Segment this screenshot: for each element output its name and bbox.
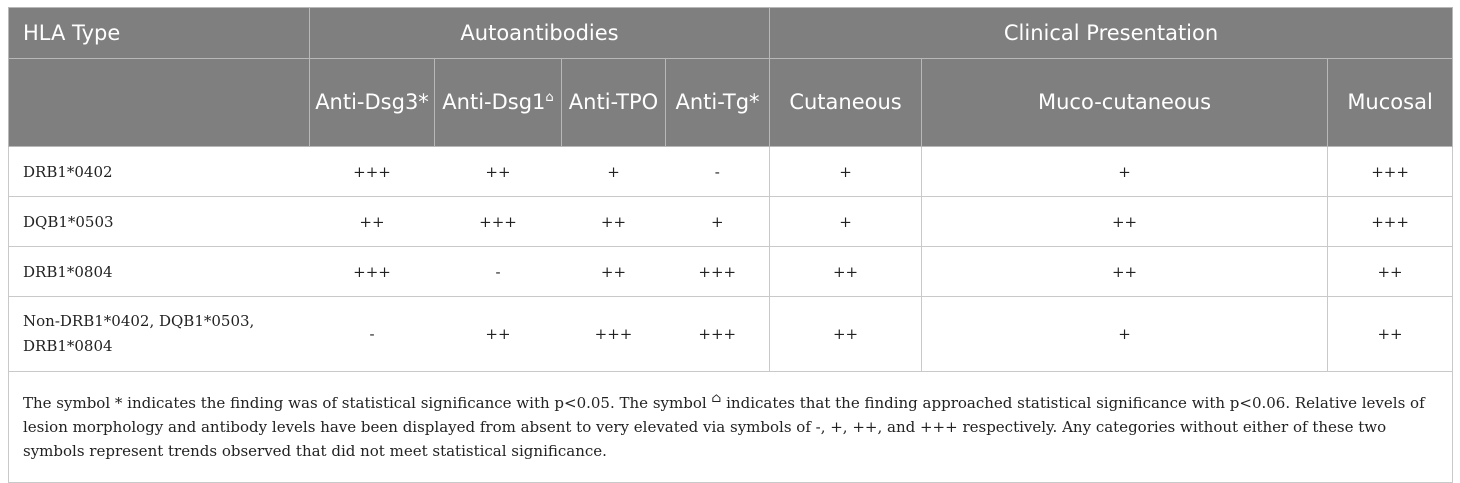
hla-cell: DRB1*0402 [9, 147, 310, 197]
dsg1-cell: +++ [435, 197, 562, 247]
dsg3-cell: - [310, 297, 435, 372]
header-anti-dsg3 [310, 59, 435, 147]
table-container [8, 7, 1452, 483]
header-row-1 [9, 8, 1453, 59]
mucosal-cell: +++ [1328, 197, 1453, 247]
house-symbol-icon: ⌂ [711, 391, 722, 406]
header-row-2 [9, 59, 1453, 147]
dsg1-cell: - [435, 247, 562, 297]
cutaneous-cell: + [770, 197, 922, 247]
muco-cell: + [922, 297, 1328, 372]
table-row [9, 297, 1453, 372]
tpo-cell: ++ [562, 247, 666, 297]
tpo-cell: +++ [562, 297, 666, 372]
cutaneous-cell: + [770, 147, 922, 197]
dsg3-cell: +++ [310, 247, 435, 297]
cutaneous-cell: ++ [770, 247, 922, 297]
anti-tg-label: Anti-Tg* [675, 90, 760, 114]
house-symbol-icon: ⌂ [545, 90, 554, 105]
header-muco-cutaneous: Muco-cutaneous [922, 59, 1328, 147]
table-row [9, 147, 1453, 197]
header-autoantibodies: Autoantibodies [310, 8, 770, 59]
dsg1-cell: ++ [435, 147, 562, 197]
tpo-cell: ++ [562, 197, 666, 247]
header-anti-dsg1 [435, 59, 562, 147]
mucosal-cell: ++ [1328, 297, 1453, 372]
table-row [9, 247, 1453, 297]
anti-dsg1-label: Anti-Dsg1 [442, 90, 546, 114]
tpo-cell: + [562, 147, 666, 197]
hla-cell: DRB1*0804 [9, 247, 310, 297]
hla-cell: Non-DRB1*0402, DQB1*0503, DRB1*0804 [9, 297, 310, 372]
header-anti-tg [666, 59, 770, 147]
header-cutaneous: Cutaneous [770, 59, 922, 147]
anti-dsg3-label: Anti-Dsg3* [315, 90, 429, 114]
tg-cell: - [666, 147, 770, 197]
hla-table [8, 7, 1453, 483]
muco-cell: ++ [922, 197, 1328, 247]
muco-cell: ++ [922, 247, 1328, 297]
header-anti-tpo [562, 59, 666, 147]
anti-tpo-label: Anti-TPO [568, 90, 659, 114]
dsg3-cell: ++ [310, 197, 435, 247]
tg-cell: +++ [666, 297, 770, 372]
footnote-part2: indicates that the finding approached statistical significance with p<0.06. Relative levels of lesion morphology and antibody levels have been displayed from absent to very elevated via symbols of -, +, ++, and +++ respectively. Any categories without either of these two symbols represent trends observed that did not meet statistical significance. [23, 394, 1425, 460]
dsg1-cell: ++ [435, 297, 562, 372]
mucosal-cell: ++ [1328, 247, 1453, 297]
header-mucosal: Mucosal [1328, 59, 1453, 147]
header-hla-type: HLA Type [9, 8, 310, 59]
dsg3-cell: +++ [310, 147, 435, 197]
cutaneous-cell: ++ [770, 297, 922, 372]
hla-cell: DQB1*0503 [9, 197, 310, 247]
header-clinical-presentation: Clinical Presentation [770, 8, 1453, 59]
tg-cell: +++ [666, 247, 770, 297]
muco-cell: + [922, 147, 1328, 197]
tg-cell: + [666, 197, 770, 247]
footnote [9, 372, 1453, 483]
mucosal-cell: +++ [1328, 147, 1453, 197]
table-row [9, 197, 1453, 247]
header-blank [9, 59, 310, 147]
footnote-part1: The symbol * indicates the finding was of statistical significance with p<0.05. The symbol [23, 394, 712, 412]
footnote-row [9, 372, 1453, 483]
